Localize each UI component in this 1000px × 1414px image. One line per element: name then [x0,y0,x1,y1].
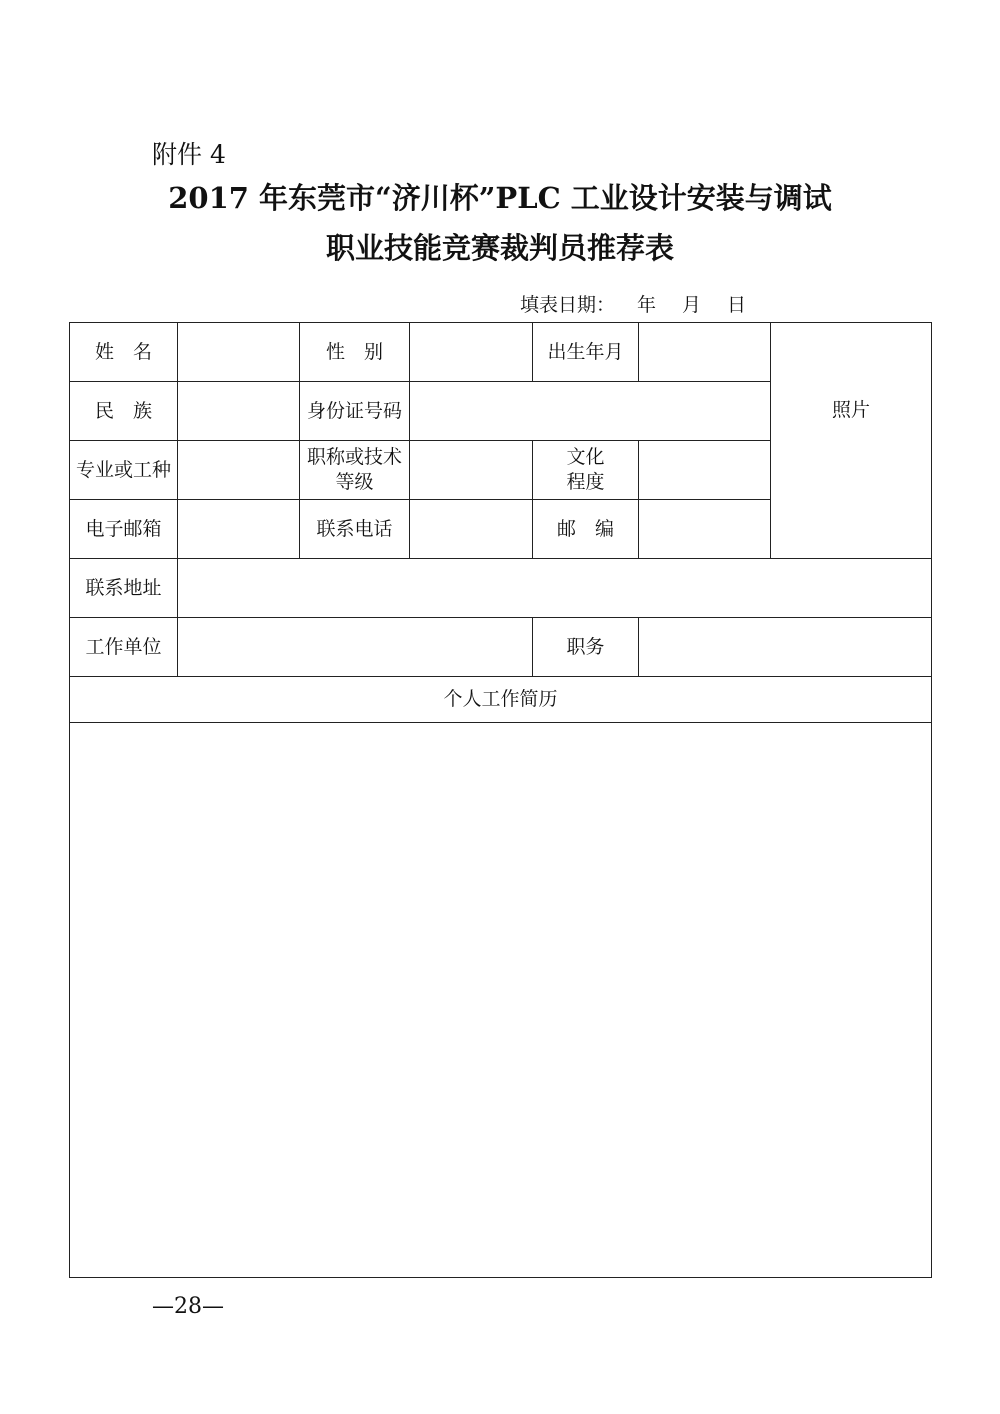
education-label-line-1: 文化 [566,446,605,468]
photo-label: 照片 [831,399,870,421]
gender-field[interactable] [410,323,533,382]
fill-date-year: 年 [637,294,657,316]
phone-field[interactable] [410,500,533,559]
attachment-label: 附件 4 [152,140,226,169]
phone-label: 联系电话 [300,500,410,559]
table-row [70,323,932,382]
table-row [70,618,932,677]
ethnicity-field[interactable] [178,382,300,441]
ethnicity-label: 民 族 [70,382,178,441]
table-row [70,723,932,1278]
id-number-label: 身份证号码 [300,382,410,441]
recommendation-form-table [69,322,932,1278]
specialty-label: 专业或工种 [70,441,178,500]
fill-date [520,292,746,318]
name-field[interactable] [178,323,300,382]
fill-date-label: 填表日期： [520,294,616,316]
work-unit-field[interactable] [178,618,533,677]
professional-title-label-line-1: 职称或技术 [306,446,402,468]
professional-title-label-line-2: 等级 [335,471,374,493]
professional-title-field[interactable] [410,441,533,500]
table-row [70,677,932,723]
gender-label: 性 别 [300,323,410,382]
email-field[interactable] [178,500,300,559]
professional-title-label [300,441,410,500]
resume-field[interactable] [70,723,932,1278]
birth-date-field[interactable] [639,323,771,382]
id-number-field[interactable] [410,382,771,441]
page-number: —28— [152,1294,224,1319]
address-field[interactable] [178,559,932,618]
education-label [533,441,639,500]
document-title-line-1: 2017 年东莞市“济川杯”PLC 工业设计安装与调试 [168,181,832,215]
document-title-line-2: 职业技能竞赛裁判员推荐表 [325,231,674,265]
postcode-label: 邮 编 [533,500,639,559]
position-field[interactable] [639,618,932,677]
resume-header: 个人工作简历 [70,677,932,723]
photo-cell[interactable] [771,323,932,559]
fill-date-month: 月 [682,294,702,316]
name-label: 姓 名 [70,323,178,382]
postcode-field[interactable] [639,500,771,559]
birth-date-label: 出生年月 [533,323,639,382]
table-row [70,559,932,618]
fill-date-day: 日 [727,294,747,316]
email-label: 电子邮箱 [70,500,178,559]
work-unit-label: 工作单位 [70,618,178,677]
education-label-line-2: 程度 [566,471,605,493]
specialty-field[interactable] [178,441,300,500]
address-label: 联系地址 [70,559,178,618]
position-label: 职务 [533,618,639,677]
education-field[interactable] [639,441,771,500]
